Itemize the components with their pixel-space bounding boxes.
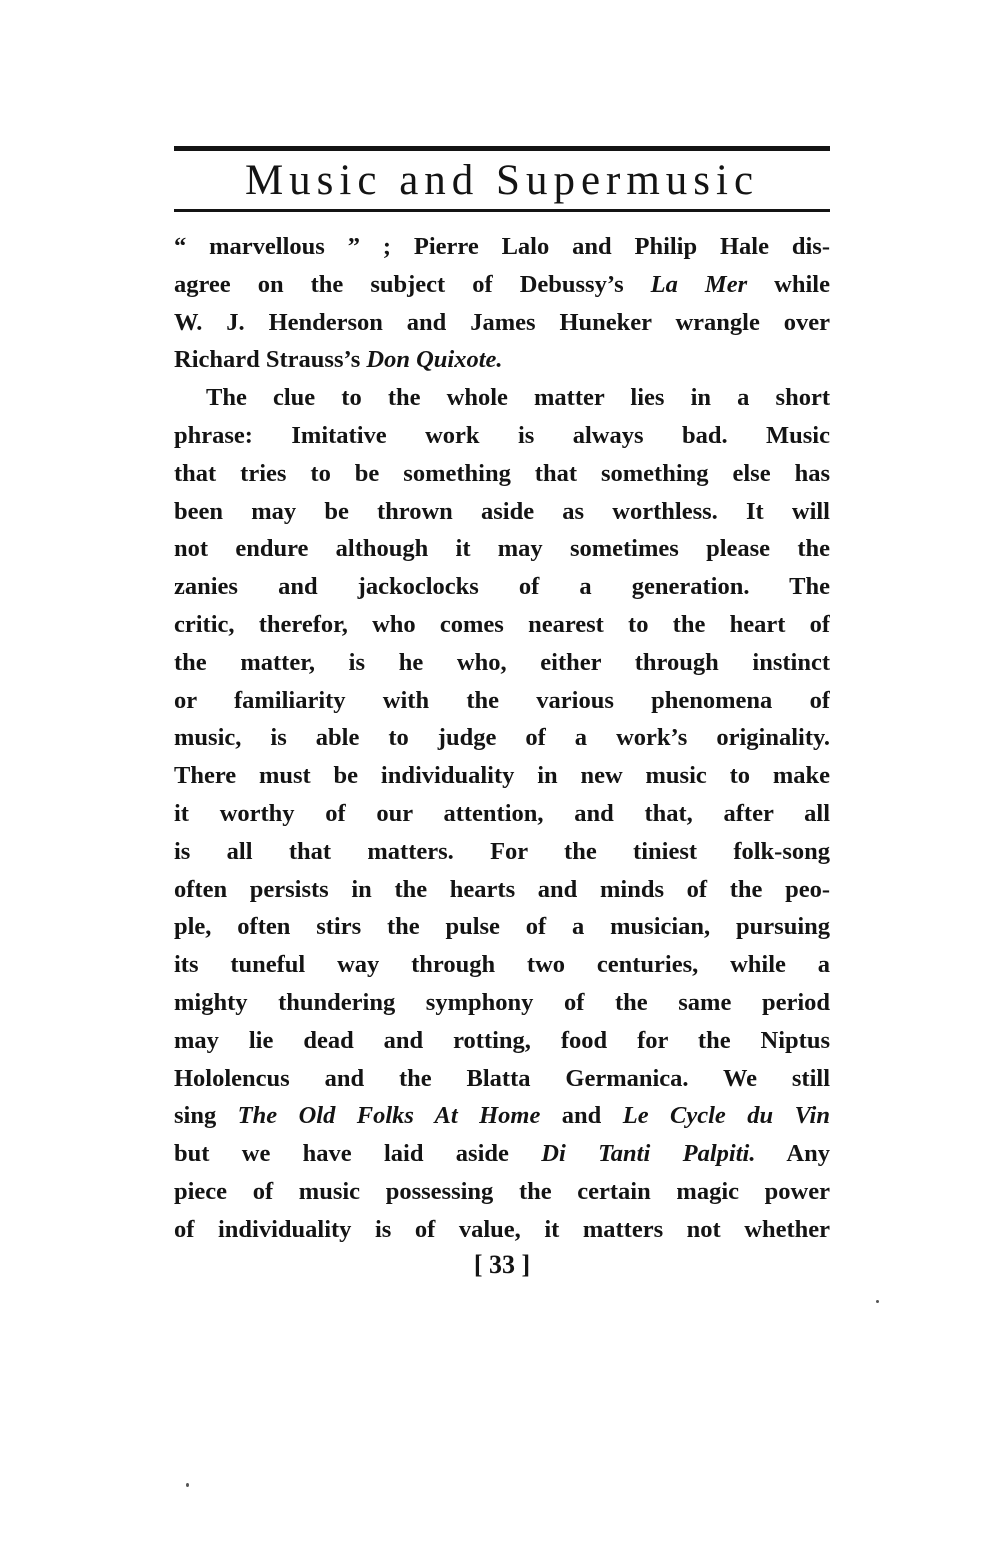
text-line xyxy=(174,871,830,909)
text-line xyxy=(174,984,830,1022)
italic-title: Le Cycle du Vin xyxy=(622,1102,830,1130)
text-run: Any xyxy=(755,1140,830,1168)
text-line xyxy=(174,530,830,568)
text-line xyxy=(174,1022,830,1060)
text-line xyxy=(174,1097,830,1135)
text-line xyxy=(174,757,830,795)
text-run: the matter, is he who, either through instinct xyxy=(174,648,830,676)
text-line xyxy=(174,1173,830,1211)
text-run: and xyxy=(540,1102,623,1130)
text-run: not endure although it may sometimes please the xyxy=(174,535,830,563)
scan-speck xyxy=(876,1300,879,1303)
text-run: music, is able to judge of a work’s originality. xyxy=(174,724,830,752)
text-line xyxy=(174,908,830,946)
text-line xyxy=(174,568,830,606)
text-run: The clue to the whole matter lies in a short xyxy=(206,384,830,412)
header-rule-top xyxy=(174,146,830,151)
text-run: may lie dead and rotting, food for the Niptus xyxy=(174,1026,830,1054)
text-line xyxy=(174,417,830,455)
text-line xyxy=(174,833,830,871)
text-run: often persists in the hearts and minds of the peo- xyxy=(174,875,830,903)
text-run: There must be individuality in new music to make xyxy=(174,762,830,790)
text-run: sing xyxy=(174,1102,238,1130)
text-run: piece of music possessing the certain magic power xyxy=(174,1177,830,1205)
header-rule-bottom xyxy=(174,209,830,212)
italic-title: Don Quixote. xyxy=(366,346,503,374)
text-run: its tuneful way through two centuries, while a xyxy=(174,951,830,979)
text-run: it worthy of our attention, and that, after all xyxy=(174,799,830,827)
text-run: been may be thrown aside as worthless. It will xyxy=(174,497,830,525)
text-run: mighty thundering symphony of the same period xyxy=(174,988,830,1016)
text-line xyxy=(174,1135,830,1173)
text-run: of individuality is of value, it matters not whether xyxy=(174,1215,830,1243)
text-run: critic, therefor, who comes nearest to the heart of xyxy=(174,610,830,638)
page-number: [ 33 ] xyxy=(473,1250,531,1279)
text-line xyxy=(174,946,830,984)
text-line xyxy=(174,795,830,833)
text-line xyxy=(174,228,830,266)
text-line xyxy=(174,719,830,757)
text-run: Hololencus and the Blatta Germanica. We still xyxy=(174,1064,830,1092)
text-line xyxy=(174,1211,830,1249)
italic-title: The Old Folks At Home xyxy=(237,1102,541,1130)
text-run: or familiarity with the various phenomena of xyxy=(174,686,830,714)
text-line xyxy=(174,379,830,417)
text-line xyxy=(174,606,830,644)
text-line xyxy=(174,455,830,493)
text-line xyxy=(174,341,830,379)
text-run: but we have laid aside xyxy=(174,1140,542,1168)
text-line xyxy=(174,682,830,720)
text-line xyxy=(174,493,830,531)
italic-title: Di Tanti Palpiti. xyxy=(541,1140,756,1168)
text-run: zanies and jackoclocks of a generation. The xyxy=(174,573,830,601)
text-line xyxy=(174,266,830,304)
scan-speck xyxy=(186,1483,189,1487)
text-run: phrase: Imitative work is always bad. Music xyxy=(174,421,830,449)
text-run: W. J. Henderson and James Huneker wrangle over xyxy=(174,308,830,336)
text-run: agree on the subject of Debussy’s xyxy=(174,270,651,298)
text-line xyxy=(174,1060,830,1098)
running-head: Music and Supermusic xyxy=(244,156,760,204)
italic-title: La Mer xyxy=(650,270,748,298)
text-run: while xyxy=(747,270,830,298)
text-line xyxy=(174,304,830,342)
text-run: ple, often stirs the pulse of a musician, pursuing xyxy=(174,913,830,941)
text-line xyxy=(174,644,830,682)
text-run: is all that matters. For the tiniest folk-song xyxy=(174,837,830,865)
text-run: that tries to be something that something else has xyxy=(174,459,830,487)
text-run: “ marvellous ” ; Pierre Lalo and Philip Hale dis- xyxy=(174,233,830,260)
body-text xyxy=(174,228,830,1249)
text-run: Richard Strauss’s xyxy=(174,346,367,374)
